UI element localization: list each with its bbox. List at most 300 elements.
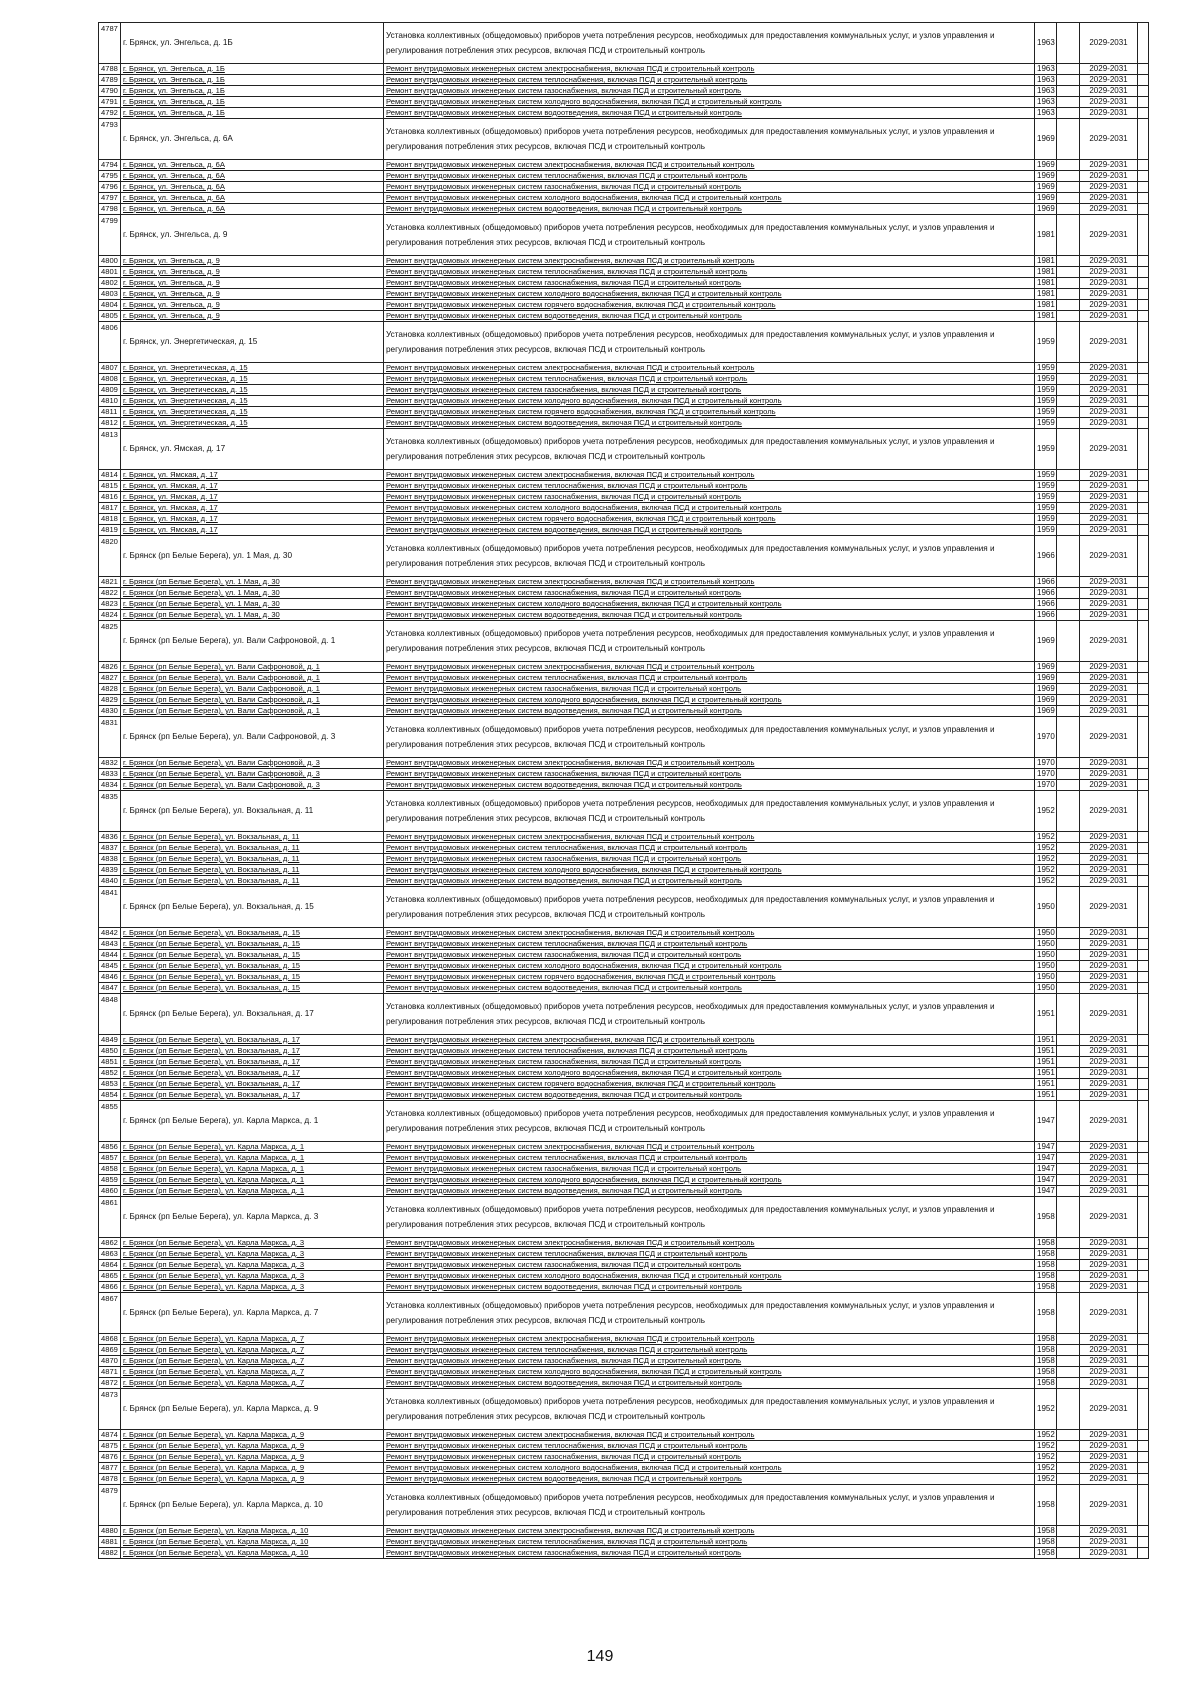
address-cell: г. Брянск, ул. Энергетическая, д. 15 [121, 363, 384, 374]
year-cell: 1966 [1035, 536, 1057, 577]
empty-cell [1057, 256, 1080, 267]
table-row [99, 577, 1149, 588]
year-cell: 1952 [1035, 832, 1057, 843]
empty-cell [1138, 706, 1149, 717]
work-description-cell: Ремонт внутридомовых инженерных систем электроснабжения, включая ПСД и строительный контроль [384, 832, 1035, 843]
year-cell: 1959 [1035, 407, 1057, 418]
row-number: 4853 [99, 1079, 121, 1090]
empty-cell [1138, 1142, 1149, 1153]
year-cell: 1958 [1035, 1367, 1057, 1378]
work-description-cell: Ремонт внутридомовых инженерных систем водоотведения, включая ПСД и строительный контроль [384, 983, 1035, 994]
period-cell: 2029-2031 [1080, 1463, 1138, 1474]
table-row [99, 160, 1149, 171]
year-cell: 1952 [1035, 1389, 1057, 1430]
table-row [99, 171, 1149, 182]
period-cell: 2029-2031 [1080, 983, 1138, 994]
period-cell: 2029-2031 [1080, 599, 1138, 610]
period-cell: 2029-2031 [1080, 385, 1138, 396]
address-cell: г. Брянск, ул. Энгельса, д. 1Б [121, 23, 384, 64]
year-cell: 1958 [1035, 1356, 1057, 1367]
empty-cell [1138, 769, 1149, 780]
year-cell: 1950 [1035, 950, 1057, 961]
address-cell: г. Брянск (рп Белые Берега), ул. Карла Маркса, д. 1 [121, 1186, 384, 1197]
work-description-cell: Ремонт внутридомовых инженерных систем водоотведения, включая ПСД и строительный контроль [384, 706, 1035, 717]
empty-cell [1057, 1282, 1080, 1293]
table-row [99, 300, 1149, 311]
address-cell: г. Брянск (рп Белые Берега), ул. Карла Маркса, д. 1 [121, 1164, 384, 1175]
work-description-cell: Ремонт внутридомовых инженерных систем газоснабжения, включая ПСД и строительный контроль [384, 854, 1035, 865]
address-cell: г. Брянск (рп Белые Берега), ул. Вокзальная, д. 15 [121, 928, 384, 939]
work-description-cell: Ремонт внутридомовых инженерных систем электроснабжения, включая ПСД и строительный контроль [384, 1430, 1035, 1441]
empty-cell [1138, 64, 1149, 75]
year-cell: 1969 [1035, 673, 1057, 684]
empty-cell [1057, 1463, 1080, 1474]
period-cell: 2029-2031 [1080, 1282, 1138, 1293]
period-cell: 2029-2031 [1080, 662, 1138, 673]
year-cell: 1952 [1035, 1463, 1057, 1474]
year-cell: 1970 [1035, 769, 1057, 780]
empty-cell [1138, 215, 1149, 256]
work-description-cell: Ремонт внутридомовых инженерных систем холодного водоснабжения, включая ПСД и строительный контроль [384, 961, 1035, 972]
work-description-cell: Установка коллективных (общедомовых) приборов учета потребления ресурсов, необходимых для предоставления коммунальных услуг, и узлов управления и регулирования потребления этих ресурсов, включая ПСД и строительный контроль [384, 1197, 1035, 1238]
table-row [99, 843, 1149, 854]
address-cell: г. Брянск, ул. Энгельса, д. 9 [121, 311, 384, 322]
empty-cell [1138, 385, 1149, 396]
address-cell: г. Брянск (рп Белые Берега), ул. Вали Сафроновой, д. 3 [121, 717, 384, 758]
table-row [99, 588, 1149, 599]
work-description-cell: Ремонт внутридомовых инженерных систем теплоснабжения, включая ПСД и строительный контроль [384, 1153, 1035, 1164]
empty-cell [1057, 832, 1080, 843]
table-row [99, 1441, 1149, 1452]
address-cell: г. Брянск, ул. Энгельса, д. 1Б [121, 108, 384, 119]
row-number: 4880 [99, 1526, 121, 1537]
address-cell: г. Брянск, ул. Энергетическая, д. 15 [121, 385, 384, 396]
row-number: 4871 [99, 1367, 121, 1378]
address-cell: г. Брянск (рп Белые Берега), ул. Вокзальная, д. 17 [121, 1035, 384, 1046]
empty-cell [1057, 1260, 1080, 1271]
row-number: 4813 [99, 429, 121, 470]
address-cell: г. Брянск (рп Белые Берега), ул. Вокзальная, д. 15 [121, 983, 384, 994]
row-number: 4833 [99, 769, 121, 780]
row-number: 4809 [99, 385, 121, 396]
year-cell: 1966 [1035, 588, 1057, 599]
work-description-cell: Установка коллективных (общедомовых) приборов учета потребления ресурсов, необходимых для предоставления коммунальных услуг, и узлов управления и регулирования потребления этих ресурсов, включая ПСД и строительный контроль [384, 429, 1035, 470]
year-cell: 1952 [1035, 865, 1057, 876]
empty-cell [1057, 1142, 1080, 1153]
work-description-cell: Ремонт внутридомовых инженерных систем газоснабжения, включая ПСД и строительный контроль [384, 1356, 1035, 1367]
row-number: 4857 [99, 1153, 121, 1164]
year-cell: 1951 [1035, 1046, 1057, 1057]
address-cell: г. Брянск (рп Белые Берега), ул. Вокзальная, д. 11 [121, 832, 384, 843]
empty-cell [1138, 1271, 1149, 1282]
empty-cell [1057, 311, 1080, 322]
table-row [99, 1068, 1149, 1079]
empty-cell [1057, 215, 1080, 256]
empty-cell [1057, 86, 1080, 97]
address-cell: г. Брянск (рп Белые Берега), ул. Карла Маркса, д. 1 [121, 1142, 384, 1153]
work-description-cell: Ремонт внутридомовых инженерных систем электроснабжения, включая ПСД и строительный контроль [384, 1035, 1035, 1046]
year-cell: 1951 [1035, 994, 1057, 1035]
row-number: 4811 [99, 407, 121, 418]
period-cell: 2029-2031 [1080, 588, 1138, 599]
year-cell: 1959 [1035, 322, 1057, 363]
empty-cell [1138, 1463, 1149, 1474]
work-description-cell: Ремонт внутридомовых инженерных систем газоснабжения, включая ПСД и строительный контроль [384, 769, 1035, 780]
work-description-cell: Ремонт внутридомовых инженерных систем холодного водоснабжения, включая ПСД и строительный контроль [384, 289, 1035, 300]
row-number: 4877 [99, 1463, 121, 1474]
period-cell: 2029-2031 [1080, 311, 1138, 322]
table-row [99, 492, 1149, 503]
work-description-cell: Ремонт внутридомовых инженерных систем газоснабжения, включая ПСД и строительный контроль [384, 385, 1035, 396]
empty-cell [1057, 119, 1080, 160]
empty-cell [1138, 536, 1149, 577]
table-row [99, 1197, 1149, 1238]
period-cell: 2029-2031 [1080, 1430, 1138, 1441]
row-number: 4874 [99, 1430, 121, 1441]
empty-cell [1138, 1526, 1149, 1537]
row-number: 4789 [99, 75, 121, 86]
empty-cell [1138, 983, 1149, 994]
empty-cell [1057, 536, 1080, 577]
work-description-cell: Ремонт внутридомовых инженерных систем электроснабжения, включая ПСД и строительный контроль [384, 758, 1035, 769]
empty-cell [1057, 470, 1080, 481]
address-cell: г. Брянск (рп Белые Берега), ул. Вокзальная, д. 15 [121, 887, 384, 928]
table-row [99, 289, 1149, 300]
empty-cell [1138, 407, 1149, 418]
address-cell: г. Брянск (рп Белые Берега), ул. 1 Мая, д. 30 [121, 536, 384, 577]
period-cell: 2029-2031 [1080, 876, 1138, 887]
year-cell: 1963 [1035, 64, 1057, 75]
work-description-cell: Ремонт внутридомовых инженерных систем водоотведения, включая ПСД и строительный контроль [384, 1282, 1035, 1293]
empty-cell [1138, 108, 1149, 119]
year-cell: 1970 [1035, 780, 1057, 791]
work-description-cell: Ремонт внутридомовых инженерных систем теплоснабжения, включая ПСД и строительный контроль [384, 1249, 1035, 1260]
row-number: 4852 [99, 1068, 121, 1079]
row-number: 4827 [99, 673, 121, 684]
row-number: 4844 [99, 950, 121, 961]
empty-cell [1138, 1090, 1149, 1101]
row-number: 4868 [99, 1334, 121, 1345]
work-description-cell: Ремонт внутридомовых инженерных систем горячего водоснабжения, включая ПСД и строительный контроль [384, 407, 1035, 418]
period-cell: 2029-2031 [1080, 363, 1138, 374]
address-cell: г. Брянск, ул. Энгельса, д. 6А [121, 204, 384, 215]
table-row [99, 1356, 1149, 1367]
period-cell: 2029-2031 [1080, 1186, 1138, 1197]
work-description-cell: Ремонт внутридомовых инженерных систем электроснабжения, включая ПСД и строительный контроль [384, 64, 1035, 75]
table-row [99, 769, 1149, 780]
empty-cell [1138, 758, 1149, 769]
table-row [99, 119, 1149, 160]
table-row [99, 86, 1149, 97]
address-cell: г. Брянск (рп Белые Берега), ул. Вали Сафроновой, д. 3 [121, 780, 384, 791]
work-description-cell: Установка коллективных (общедомовых) приборов учета потребления ресурсов, необходимых для предоставления коммунальных услуг, и узлов управления и регулирования потребления этих ресурсов, включая ПСД и строительный контроль [384, 717, 1035, 758]
year-cell: 1969 [1035, 662, 1057, 673]
year-cell: 1959 [1035, 418, 1057, 429]
period-cell: 2029-2031 [1080, 854, 1138, 865]
address-cell: г. Брянск, ул. Ямская, д. 17 [121, 481, 384, 492]
period-cell: 2029-2031 [1080, 769, 1138, 780]
work-description-cell: Ремонт внутридомовых инженерных систем электроснабжения, включая ПСД и строительный контроль [384, 1142, 1035, 1153]
period-cell: 2029-2031 [1080, 1356, 1138, 1367]
empty-cell [1057, 108, 1080, 119]
empty-cell [1057, 1334, 1080, 1345]
row-number: 4818 [99, 514, 121, 525]
table-row [99, 1175, 1149, 1186]
year-cell: 1969 [1035, 182, 1057, 193]
work-description-cell: Установка коллективных (общедомовых) приборов учета потребления ресурсов, необходимых для предоставления коммунальных услуг, и узлов управления и регулирования потребления этих ресурсов, включая ПСД и строительный контроль [384, 23, 1035, 64]
period-cell: 2029-2031 [1080, 832, 1138, 843]
row-number: 4835 [99, 791, 121, 832]
empty-cell [1138, 865, 1149, 876]
empty-cell [1057, 843, 1080, 854]
table-row [99, 1367, 1149, 1378]
empty-cell [1138, 429, 1149, 470]
table-row [99, 1057, 1149, 1068]
address-cell: г. Брянск (рп Белые Берега), ул. Карла Маркса, д. 10 [121, 1537, 384, 1548]
empty-cell [1138, 193, 1149, 204]
period-cell: 2029-2031 [1080, 928, 1138, 939]
address-cell: г. Брянск (рп Белые Берега), ул. Карла Маркса, д. 9 [121, 1452, 384, 1463]
table-row [99, 1378, 1149, 1389]
year-cell: 1951 [1035, 1057, 1057, 1068]
empty-cell [1057, 514, 1080, 525]
empty-cell [1138, 160, 1149, 171]
empty-cell [1057, 887, 1080, 928]
work-description-cell: Ремонт внутридомовых инженерных систем газоснабжения, включая ПСД и строительный контроль [384, 86, 1035, 97]
table-row [99, 182, 1149, 193]
year-cell: 1958 [1035, 1526, 1057, 1537]
empty-cell [1138, 695, 1149, 706]
year-cell: 1950 [1035, 887, 1057, 928]
table-row [99, 1153, 1149, 1164]
row-number: 4820 [99, 536, 121, 577]
period-cell: 2029-2031 [1080, 470, 1138, 481]
address-cell: г. Брянск, ул. Ямская, д. 17 [121, 492, 384, 503]
year-cell: 1958 [1035, 1345, 1057, 1356]
table-row [99, 322, 1149, 363]
empty-cell [1138, 1389, 1149, 1430]
work-description-cell: Установка коллективных (общедомовых) приборов учета потребления ресурсов, необходимых для предоставления коммунальных услуг, и узлов управления и регулирования потребления этих ресурсов, включая ПСД и строительный контроль [384, 1485, 1035, 1526]
empty-cell [1057, 758, 1080, 769]
work-description-cell: Ремонт внутридомовых инженерных систем холодного водоснабжения, включая ПСД и строительный контроль [384, 396, 1035, 407]
year-cell: 1969 [1035, 684, 1057, 695]
empty-cell [1057, 407, 1080, 418]
year-cell: 1959 [1035, 525, 1057, 536]
empty-cell [1138, 939, 1149, 950]
year-cell: 1966 [1035, 577, 1057, 588]
year-cell: 1952 [1035, 1441, 1057, 1452]
year-cell: 1947 [1035, 1186, 1057, 1197]
row-number: 4858 [99, 1164, 121, 1175]
row-number: 4864 [99, 1260, 121, 1271]
table-row [99, 832, 1149, 843]
table-row [99, 983, 1149, 994]
row-number: 4803 [99, 289, 121, 300]
year-cell: 1952 [1035, 1474, 1057, 1485]
work-description-cell: Ремонт внутридомовых инженерных систем горячего водоснабжения, включая ПСД и строительный контроль [384, 514, 1035, 525]
work-description-cell: Установка коллективных (общедомовых) приборов учета потребления ресурсов, необходимых для предоставления коммунальных услуг, и узлов управления и регулирования потребления этих ресурсов, включая ПСД и строительный контроль [384, 621, 1035, 662]
period-cell: 2029-2031 [1080, 1389, 1138, 1430]
work-description-cell: Ремонт внутридомовых инженерных систем теплоснабжения, включая ПСД и строительный контроль [384, 171, 1035, 182]
work-description-cell: Установка коллективных (общедомовых) приборов учета потребления ресурсов, необходимых для предоставления коммунальных услуг, и узлов управления и регулирования потребления этих ресурсов, включая ПСД и строительный контроль [384, 215, 1035, 256]
year-cell: 1958 [1035, 1238, 1057, 1249]
row-number: 4822 [99, 588, 121, 599]
period-cell: 2029-2031 [1080, 780, 1138, 791]
table-row [99, 1186, 1149, 1197]
period-cell: 2029-2031 [1080, 1090, 1138, 1101]
address-cell: г. Брянск (рп Белые Берега), ул. Карла Маркса, д. 10 [121, 1526, 384, 1537]
table-row [99, 876, 1149, 887]
address-cell: г. Брянск (рп Белые Берега), ул. 1 Мая, д. 30 [121, 599, 384, 610]
address-cell: г. Брянск, ул. Энергетическая, д. 15 [121, 374, 384, 385]
row-number: 4787 [99, 23, 121, 64]
period-cell: 2029-2031 [1080, 1367, 1138, 1378]
empty-cell [1138, 972, 1149, 983]
empty-cell [1138, 256, 1149, 267]
year-cell: 1969 [1035, 706, 1057, 717]
period-cell: 2029-2031 [1080, 1079, 1138, 1090]
table-row [99, 429, 1149, 470]
work-description-cell: Ремонт внутридомовых инженерных систем водоотведения, включая ПСД и строительный контроль [384, 780, 1035, 791]
empty-cell [1138, 1367, 1149, 1378]
empty-cell [1138, 662, 1149, 673]
row-number: 4796 [99, 182, 121, 193]
table-row [99, 1334, 1149, 1345]
empty-cell [1057, 1079, 1080, 1090]
address-cell: г. Брянск (рп Белые Берега), ул. Карла Маркса, д. 10 [121, 1485, 384, 1526]
period-cell: 2029-2031 [1080, 758, 1138, 769]
year-cell: 1951 [1035, 1068, 1057, 1079]
table-row [99, 621, 1149, 662]
table-row [99, 717, 1149, 758]
row-number: 4800 [99, 256, 121, 267]
work-description-cell: Установка коллективных (общедомовых) приборов учета потребления ресурсов, необходимых для предоставления коммунальных услуг, и узлов управления и регулирования потребления этих ресурсов, включая ПСД и строительный контроль [384, 1101, 1035, 1142]
table-row [99, 23, 1149, 64]
year-cell: 1969 [1035, 695, 1057, 706]
year-cell: 1969 [1035, 621, 1057, 662]
work-description-cell: Ремонт внутридомовых инженерных систем газоснабжения, включая ПСД и строительный контроль [384, 1057, 1035, 1068]
row-number: 4843 [99, 939, 121, 950]
empty-cell [1057, 1526, 1080, 1537]
work-description-cell: Ремонт внутридомовых инженерных систем электроснабжения, включая ПСД и строительный контроль [384, 928, 1035, 939]
work-description-cell: Ремонт внутридомовых инженерных систем холодного водоснабжения, включая ПСД и строительный контроль [384, 695, 1035, 706]
address-cell: г. Брянск (рп Белые Берега), ул. Карла Маркса, д. 3 [121, 1197, 384, 1238]
empty-cell [1138, 289, 1149, 300]
work-description-cell: Ремонт внутридомовых инженерных систем электроснабжения, включая ПСД и строительный контроль [384, 662, 1035, 673]
address-cell: г. Брянск (рп Белые Берега), ул. Карла Маркса, д. 9 [121, 1474, 384, 1485]
empty-cell [1138, 1249, 1149, 1260]
row-number: 4825 [99, 621, 121, 662]
table-row [99, 1345, 1149, 1356]
work-description-cell: Установка коллективных (общедомовых) приборов учета потребления ресурсов, необходимых для предоставления коммунальных услуг, и узлов управления и регулирования потребления этих ресурсов, включая ПСД и строительный контроль [384, 887, 1035, 928]
period-cell: 2029-2031 [1080, 939, 1138, 950]
empty-cell [1057, 75, 1080, 86]
table-row [99, 1526, 1149, 1537]
address-cell: г. Брянск (рп Белые Берега), ул. Вокзальная, д. 17 [121, 1079, 384, 1090]
address-cell: г. Брянск (рп Белые Берега), ул. Карла Маркса, д. 10 [121, 1548, 384, 1559]
row-number: 4823 [99, 599, 121, 610]
period-cell: 2029-2031 [1080, 1035, 1138, 1046]
work-description-cell: Ремонт внутридомовых инженерных систем электроснабжения, включая ПСД и строительный контроль [384, 1526, 1035, 1537]
work-description-cell: Установка коллективных (общедомовых) приборов учета потребления ресурсов, необходимых для предоставления коммунальных услуг, и узлов управления и регулирования потребления этих ресурсов, включая ПСД и строительный контроль [384, 1293, 1035, 1334]
row-number: 4788 [99, 64, 121, 75]
empty-cell [1057, 385, 1080, 396]
table-row [99, 525, 1149, 536]
row-number: 4879 [99, 1485, 121, 1526]
empty-cell [1138, 1356, 1149, 1367]
work-description-cell: Ремонт внутридомовых инженерных систем теплоснабжения, включая ПСД и строительный контроль [384, 1345, 1035, 1356]
address-cell: г. Брянск (рп Белые Берега), ул. Карла Маркса, д. 7 [121, 1356, 384, 1367]
empty-cell [1057, 769, 1080, 780]
empty-cell [1057, 662, 1080, 673]
empty-cell [1138, 610, 1149, 621]
work-description-cell: Ремонт внутридомовых инженерных систем теплоснабжения, включая ПСД и строительный контроль [384, 481, 1035, 492]
work-description-cell: Ремонт внутридомовых инженерных систем газоснабжения, включая ПСД и строительный контроль [384, 182, 1035, 193]
empty-cell [1057, 983, 1080, 994]
work-description-cell: Установка коллективных (общедомовых) приборов учета потребления ресурсов, необходимых для предоставления коммунальных услуг, и узлов управления и регулирования потребления этих ресурсов, включая ПСД и строительный контроль [384, 536, 1035, 577]
work-description-cell: Ремонт внутридомовых инженерных систем водоотведения, включая ПСД и строительный контроль [384, 1474, 1035, 1485]
empty-cell [1138, 1345, 1149, 1356]
empty-cell [1057, 204, 1080, 215]
work-description-cell: Ремонт внутридомовых инженерных систем холодного водоснабжения, включая ПСД и строительный контроль [384, 1463, 1035, 1474]
address-cell: г. Брянск, ул. Энгельса, д. 1Б [121, 64, 384, 75]
address-cell: г. Брянск (рп Белые Берега), ул. Вокзальная, д. 15 [121, 939, 384, 950]
row-number: 4838 [99, 854, 121, 865]
year-cell: 1947 [1035, 1101, 1057, 1142]
empty-cell [1138, 1186, 1149, 1197]
empty-cell [1138, 374, 1149, 385]
address-cell: г. Брянск (рп Белые Берега), ул. Карла Маркса, д. 3 [121, 1271, 384, 1282]
period-cell: 2029-2031 [1080, 396, 1138, 407]
year-cell: 1963 [1035, 23, 1057, 64]
row-number: 4861 [99, 1197, 121, 1238]
row-number: 4841 [99, 887, 121, 928]
row-number: 4831 [99, 717, 121, 758]
empty-cell [1138, 599, 1149, 610]
address-cell: г. Брянск (рп Белые Берега), ул. Карла Маркса, д. 7 [121, 1378, 384, 1389]
year-cell: 1958 [1035, 1537, 1057, 1548]
row-number: 4873 [99, 1389, 121, 1430]
table-row [99, 928, 1149, 939]
work-description-cell: Ремонт внутридомовых инженерных систем горячего водоснабжения, включая ПСД и строительный контроль [384, 972, 1035, 983]
year-cell: 1951 [1035, 1079, 1057, 1090]
work-description-cell: Ремонт внутридомовых инженерных систем водоотведения, включая ПСД и строительный контроль [384, 108, 1035, 119]
year-cell: 1950 [1035, 939, 1057, 950]
work-description-cell: Ремонт внутридомовых инженерных систем теплоснабжения, включая ПСД и строительный контроль [384, 843, 1035, 854]
empty-cell [1057, 928, 1080, 939]
period-cell: 2029-2031 [1080, 610, 1138, 621]
work-description-cell: Ремонт внутридомовых инженерных систем водоотведения, включая ПСД и строительный контроль [384, 1186, 1035, 1197]
row-number: 4807 [99, 363, 121, 374]
year-cell: 1952 [1035, 791, 1057, 832]
work-description-cell: Ремонт внутридомовых инженерных систем теплоснабжения, включая ПСД и строительный контроль [384, 267, 1035, 278]
year-cell: 1951 [1035, 1090, 1057, 1101]
empty-cell [1138, 311, 1149, 322]
empty-cell [1057, 1293, 1080, 1334]
period-cell: 2029-2031 [1080, 108, 1138, 119]
period-cell: 2029-2031 [1080, 791, 1138, 832]
row-number: 4815 [99, 481, 121, 492]
empty-cell [1057, 950, 1080, 961]
row-number: 4829 [99, 695, 121, 706]
empty-cell [1138, 470, 1149, 481]
empty-cell [1057, 1101, 1080, 1142]
address-cell: г. Брянск (рп Белые Берега), ул. Карла Маркса, д. 1 [121, 1101, 384, 1142]
row-number: 4832 [99, 758, 121, 769]
address-cell: г. Брянск, ул. Энергетическая, д. 15 [121, 407, 384, 418]
year-cell: 1963 [1035, 108, 1057, 119]
year-cell: 1959 [1035, 396, 1057, 407]
